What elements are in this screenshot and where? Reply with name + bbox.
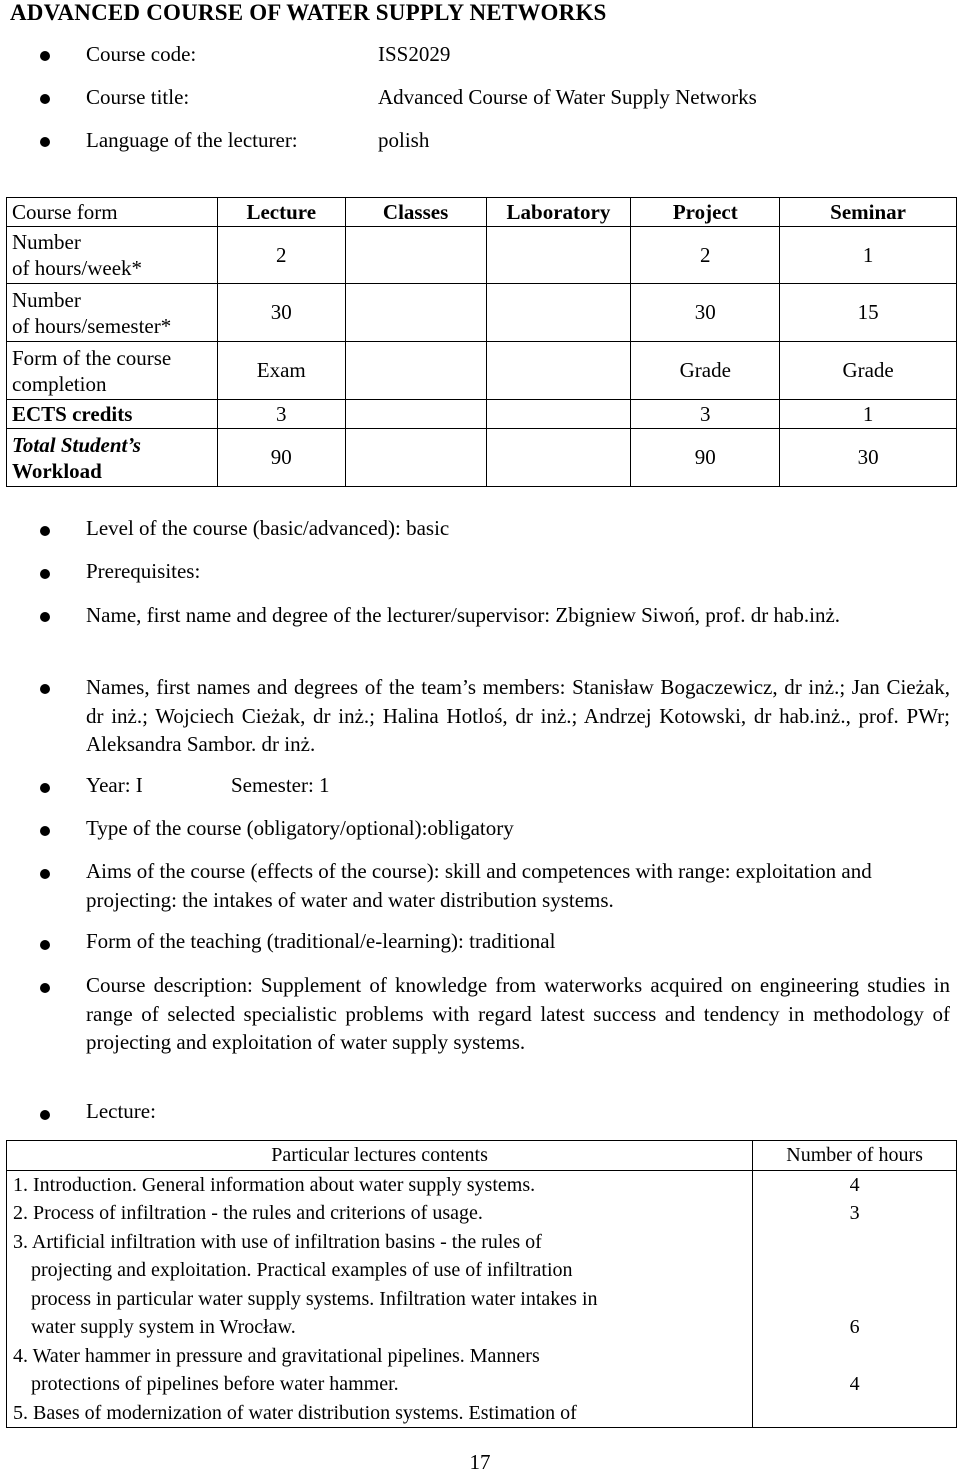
lecture-line: process in particular water supply systems. Infiltration water intakes in bbox=[31, 1287, 598, 1310]
table-header: Course form bbox=[7, 198, 218, 227]
bullet-icon bbox=[40, 137, 50, 147]
table-header: Lecture bbox=[217, 198, 345, 227]
table-cell bbox=[345, 227, 486, 284]
table-cell bbox=[486, 342, 631, 400]
table-cell: 2 bbox=[217, 227, 345, 284]
lecture-content-cell bbox=[7, 1170, 753, 1428]
table-cell bbox=[486, 284, 631, 342]
lecturer-info: Name, first name and degree of the lecturer/supervisor: Zbigniew Siwoń, prof. dr hab.inż. bbox=[86, 603, 841, 627]
bullet-icon bbox=[40, 51, 50, 61]
row-label: Number of hours/semester* bbox=[7, 284, 218, 342]
table-row bbox=[7, 400, 957, 429]
year: Year: I bbox=[86, 773, 143, 797]
lecture-line: 1. Introduction. General information about water supply systems. bbox=[13, 1173, 536, 1196]
lecture-line: 2. Process of infiltration - the rules and criterions of usage. bbox=[13, 1202, 483, 1224]
bullet-icon bbox=[40, 783, 50, 793]
table-header: Laboratory bbox=[486, 198, 631, 227]
table-cell: 3 bbox=[631, 400, 780, 429]
bullet-icon bbox=[40, 612, 50, 622]
table-row bbox=[7, 429, 957, 487]
semester: Semester: 1 bbox=[231, 773, 330, 797]
bullet-icon bbox=[40, 940, 50, 950]
table-cell bbox=[345, 284, 486, 342]
table-cell bbox=[486, 227, 631, 284]
lecture-heading: Lecture: bbox=[86, 1099, 156, 1123]
table-cell bbox=[486, 429, 631, 487]
table-cell bbox=[486, 400, 631, 429]
lecture-hours: 3 bbox=[849, 1202, 860, 1224]
table-cell bbox=[345, 342, 486, 400]
table-cell: 1 bbox=[780, 227, 957, 284]
bullet-icon bbox=[40, 826, 50, 836]
table-header: Classes bbox=[345, 198, 486, 227]
course-form-table bbox=[6, 197, 957, 487]
table-cell: 1 bbox=[780, 400, 957, 429]
table-cell bbox=[345, 400, 486, 429]
table-cell: 3 bbox=[217, 400, 345, 429]
lecture-line: 5. Bases of modernization of water distribution systems. Estimation of bbox=[13, 1401, 577, 1424]
row-label: Number of hours/week* bbox=[7, 227, 218, 284]
lecture-hours: 4 bbox=[849, 1373, 860, 1395]
table-row bbox=[7, 1170, 957, 1428]
table-header: Particular lectures contents bbox=[7, 1141, 753, 1171]
row-label: ECTS credits bbox=[7, 400, 218, 429]
info-value: polish bbox=[378, 128, 430, 152]
table-cell: Grade bbox=[780, 342, 957, 400]
table-cell: Grade bbox=[631, 342, 780, 400]
table-cell: 2 bbox=[631, 227, 780, 284]
info-value: Advanced Course of Water Supply Networks bbox=[378, 85, 757, 109]
info-label: Language of the lecturer: bbox=[86, 128, 298, 152]
table-cell: 90 bbox=[631, 429, 780, 487]
hours-cell bbox=[753, 1170, 957, 1428]
bullet-icon bbox=[40, 983, 50, 993]
lecture-line: projecting and exploitation. Practical examples of use of infiltration bbox=[31, 1259, 573, 1281]
bullet-icon bbox=[40, 869, 50, 879]
table-row bbox=[7, 227, 957, 284]
bullet-icon bbox=[40, 526, 50, 536]
table-header: Number of hours bbox=[753, 1141, 957, 1171]
info-label: Course code: bbox=[86, 42, 197, 66]
lecture-contents-table bbox=[6, 1140, 957, 1428]
table-row bbox=[7, 342, 957, 400]
table-cell: 15 bbox=[780, 284, 957, 342]
table-cell: 30 bbox=[217, 284, 345, 342]
document-title: ADVANCED COURSE OF WATER SUPPLY NETWORKS bbox=[10, 0, 607, 25]
bullet-icon bbox=[40, 569, 50, 579]
table-header-row bbox=[7, 198, 957, 227]
table-cell: 30 bbox=[631, 284, 780, 342]
table-row bbox=[7, 284, 957, 342]
lecture-line: protections of pipelines before water hammer. bbox=[31, 1373, 399, 1395]
lecture-line: 3. Artificial infiltration with use of infiltration basins - the rules of bbox=[13, 1230, 542, 1253]
lecture-hours: 6 bbox=[849, 1316, 860, 1338]
table-cell: Exam bbox=[217, 342, 345, 400]
course-aims: Aims of the course (effects of the course): skill and competences with range: exploitation and projecting: the intakes of water and water distribution systems. bbox=[86, 859, 872, 912]
course-level: Level of the course (basic/advanced): basic bbox=[86, 516, 450, 540]
lecture-line: water supply system in Wrocław. bbox=[31, 1316, 296, 1338]
table-header-row bbox=[7, 1141, 957, 1171]
info-label: Course title: bbox=[86, 85, 190, 109]
table-cell: 30 bbox=[780, 429, 957, 487]
course-type: Type of the course (obligatory/optional):obligatory bbox=[86, 816, 514, 840]
table-cell: 90 bbox=[217, 429, 345, 487]
bullet-icon bbox=[40, 94, 50, 104]
teaching-form: Form of the teaching (traditional/e-learning): traditional bbox=[86, 929, 556, 953]
page-number: 17 bbox=[469, 1450, 491, 1474]
table-header: Project bbox=[631, 198, 780, 227]
info-value: ISS2029 bbox=[378, 42, 451, 66]
table-cell bbox=[345, 429, 486, 487]
bullet-icon bbox=[40, 684, 50, 694]
bullet-icon bbox=[40, 1110, 50, 1120]
row-label: Form of the course completion bbox=[7, 342, 218, 400]
table-header: Seminar bbox=[780, 198, 957, 227]
course-description: Course description: Supplement of knowledge from waterworks acquired on engineering studies in range of selected specialistic problems with regard latest success and tendency in methodology of projecting and exploitation of water supply systems. bbox=[86, 973, 950, 1054]
lecture-line: 4. Water hammer in pressure and gravitational pipelines. Manners bbox=[13, 1344, 540, 1367]
prerequisites: Prerequisites: bbox=[86, 559, 201, 583]
team-members: Names, first names and degrees of the team’s members: Stanisław Bogaczewicz, dr inż.; Jan Cieżak, dr inż.; Wojciech Cieżak, dr inż.; Halina Hotloś, dr inż.; Andrzej Kotowski, dr hab.inż., prof. PWr; Aleksandra Sambor. dr inż. bbox=[86, 675, 950, 756]
row-label: Total Student’s Workload bbox=[7, 429, 218, 487]
lecture-hours: 4 bbox=[849, 1173, 860, 1196]
